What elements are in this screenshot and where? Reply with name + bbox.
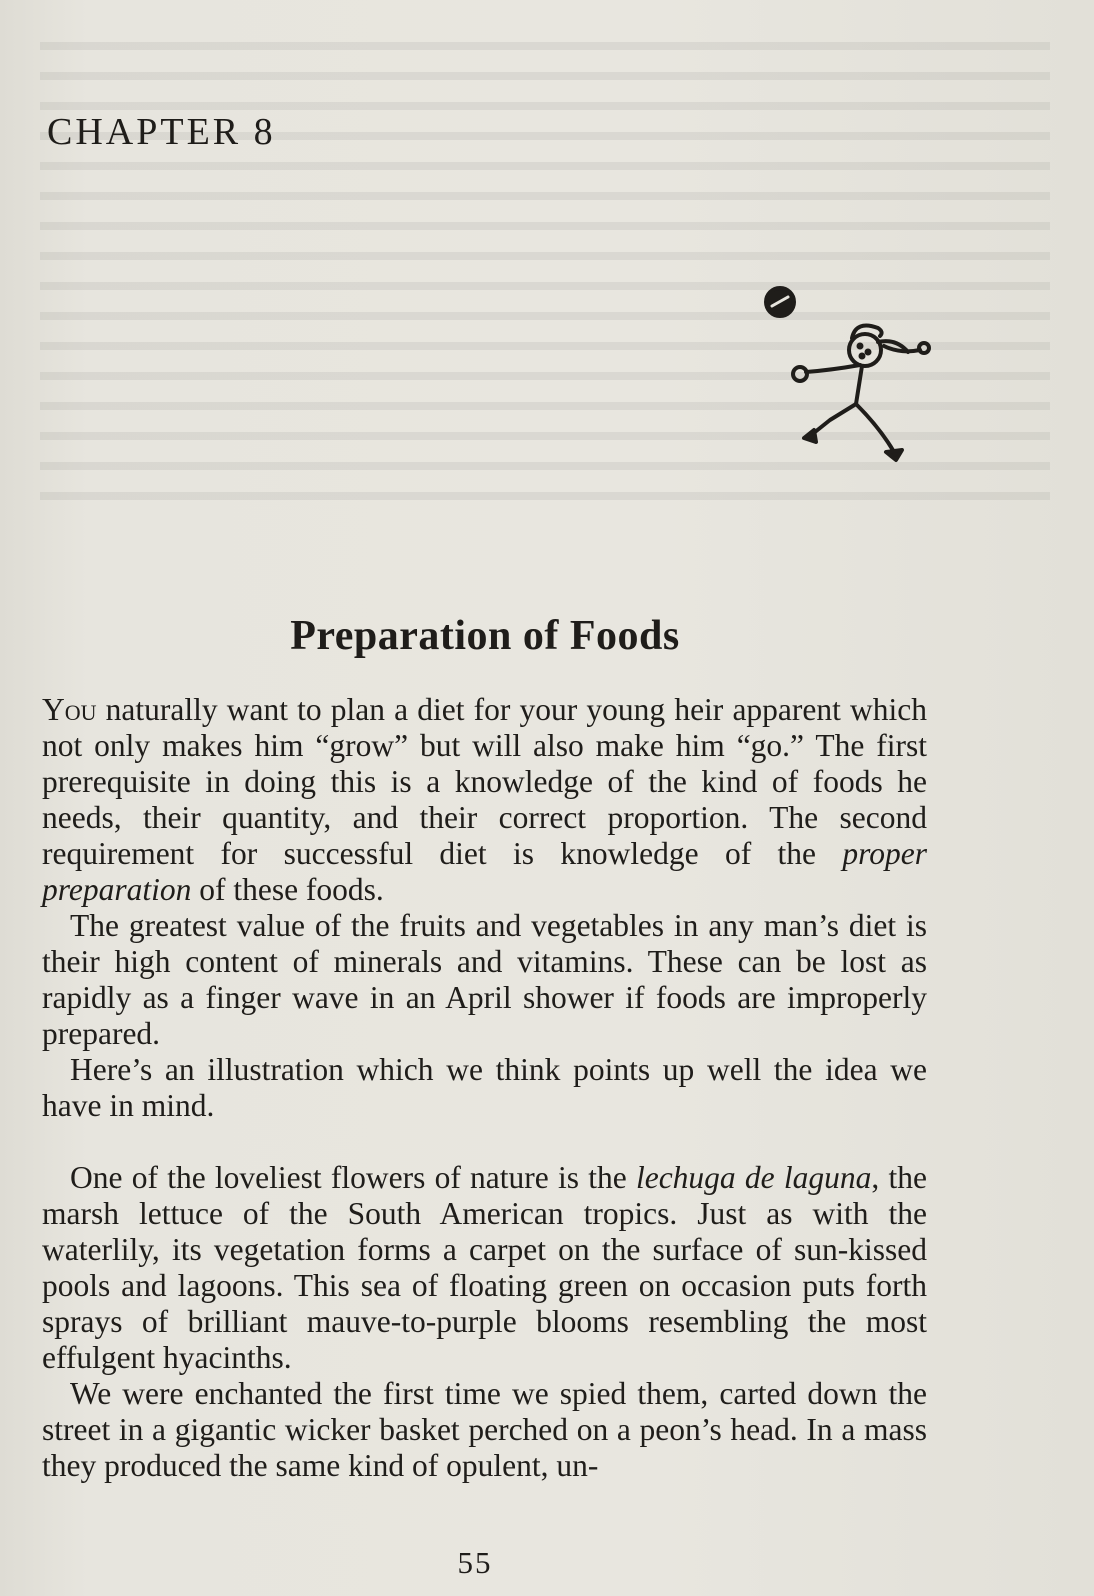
stick-figure-child-playing-ball-icon xyxy=(760,280,950,480)
emphasis-text: lechuga de laguna xyxy=(635,1160,872,1195)
paragraph-1 xyxy=(42,692,927,908)
chapter-heading: CHAPTER 8 xyxy=(47,111,276,153)
paragraph-lead: You xyxy=(42,692,97,727)
paragraph-text: One of the loveliest flowers of nature is the xyxy=(70,1160,636,1195)
paragraph-5: We were enchanted the first time we spied them, carted down the street in a gigantic wicker basket perched on a peon’s head. In a mass they produced the same kind of opulent, un- xyxy=(42,1376,927,1483)
paragraph-text: of these foods. xyxy=(191,872,384,907)
paragraph-text: , the marsh lettuce of the South American tropics. Just as with the waterlily, its vegetation forms a carpet on the surface of sun-kissed pools and lagoons. This sea of floating green on occasion puts forth sprays of brilliant mauve-to-purple blooms resembling the most effulgent hyacinths. xyxy=(42,1160,927,1375)
paragraph-text: naturally want to plan a diet for your young heir apparent which not only makes him “grow” but will also make him “go.” The first prerequisite in doing this is a knowledge of the kind of foods he needs, their quantity, and their correct proportion. The second requirement for successful diet is knowledge of the xyxy=(42,692,927,871)
paragraph-3: Here’s an illustration which we think points up well the idea we have in mind. xyxy=(42,1052,927,1123)
section-title: Preparation of Foods xyxy=(290,613,680,659)
page-number: 55 xyxy=(457,1545,493,1580)
paragraph-2: The greatest value of the fruits and vegetables in any man’s diet is their high content of minerals and vitamins. These can be lost as rapidly as a finger wave in an April shower if foods are improperly prepared. xyxy=(42,908,927,1051)
paragraph-4 xyxy=(42,1160,927,1376)
body-text xyxy=(42,692,927,1484)
emphasis-text: proper preparation xyxy=(42,836,927,907)
